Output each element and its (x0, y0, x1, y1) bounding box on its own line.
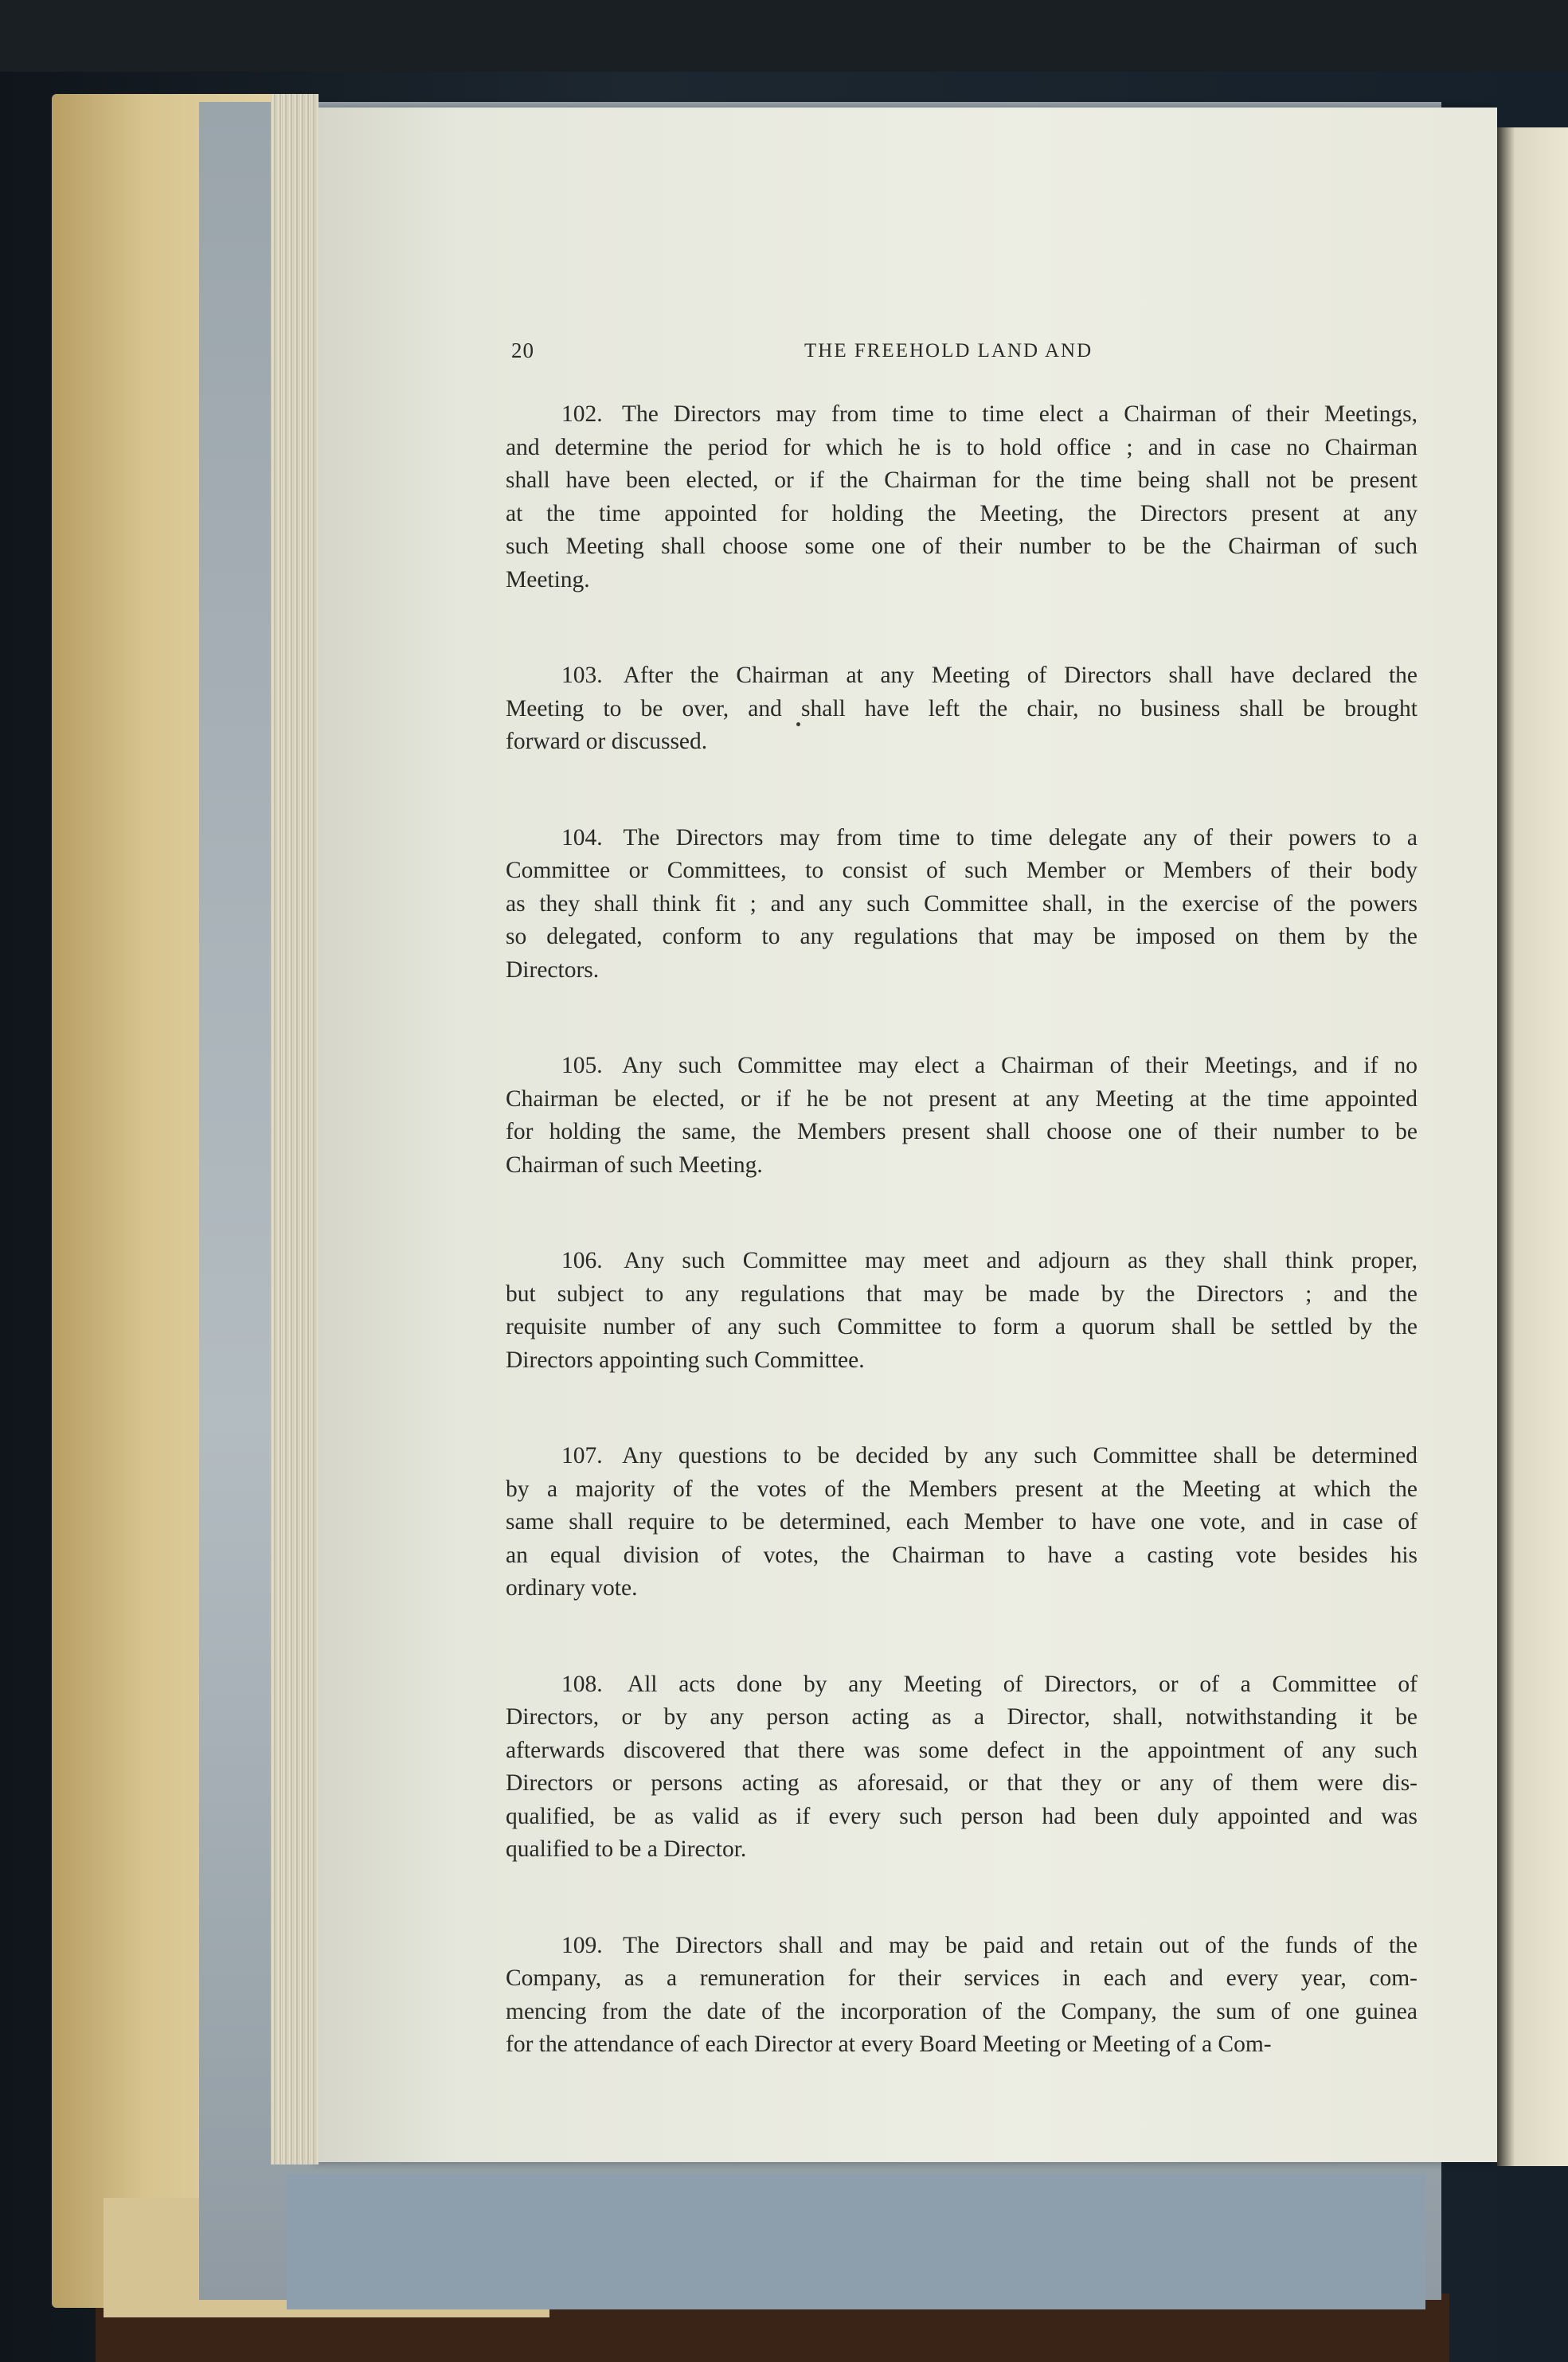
text-line (506, 1539, 1417, 1573)
text-line (506, 398, 1417, 432)
line-text: requisite number of any such Committee to form a quorum shall be settled by the (506, 1314, 1417, 1339)
text-line (506, 921, 1417, 954)
page-number: 20 (511, 338, 534, 362)
line-text: at the time appointed for holding the Meeting, the Directors present at any (506, 500, 1417, 526)
line-text: The Directors shall and may be paid and retain out of the funds of the (623, 1932, 1417, 1958)
text-line (506, 1962, 1417, 1996)
text-line (506, 888, 1417, 921)
text-line (506, 1801, 1417, 1834)
text-line (506, 1668, 1417, 1702)
text-line (506, 1833, 1417, 1867)
text-line (506, 1311, 1417, 1344)
line-text: and determine the period for which he is to hold office ; and in case no Chairman (506, 434, 1417, 460)
page-stack-edges (271, 94, 319, 2165)
text-line (506, 464, 1417, 498)
text-line (506, 1344, 1417, 1378)
text-line (506, 822, 1417, 855)
text-line (506, 693, 1417, 726)
paragraph-103 (506, 659, 1417, 759)
text-line (506, 1083, 1417, 1116)
paragraph-number: 107. (561, 1443, 603, 1468)
text-line (506, 1572, 1417, 1605)
line-text: forward or discussed. (506, 729, 708, 754)
text-line (506, 1734, 1417, 1768)
text-line (506, 725, 1417, 759)
line-text: Committee or Committees, to consist of such Member or Members of their body (506, 858, 1417, 883)
text-line (506, 1701, 1417, 1734)
line-text: but subject to any regulations that may be made by the Directors ; and the (506, 1281, 1417, 1307)
line-text: All acts done by any Meeting of Directors, or of a Committee of (627, 1671, 1417, 1697)
paragraph-104 (506, 822, 1417, 987)
text-line (506, 564, 1417, 597)
line-text: Meeting. (506, 566, 590, 592)
paragraph-number: 104. (561, 824, 603, 851)
text-line (506, 954, 1417, 987)
text-line (506, 1116, 1417, 1149)
text-line (506, 1506, 1417, 1539)
text-line (506, 2028, 1417, 2062)
line-text: ordinary vote. (506, 1575, 638, 1601)
line-text: Directors appointing such Committee. (506, 1347, 865, 1373)
line-text: an equal division of votes, the Chairman to have a casting vote besides his (506, 1542, 1417, 1568)
line-text: qualified to be a Director. (506, 1836, 747, 1862)
line-text: Any such Committee may elect a Chairman of their Meetings, and if no (622, 1053, 1417, 1078)
line-text: Any such Committee may meet and adjourn as they shall think proper, (624, 1248, 1418, 1273)
line-text: Directors or persons acting as aforesaid, or that they or any of them were dis- (506, 1770, 1417, 1796)
paragraph-108 (506, 1668, 1417, 1867)
paragraph-109 (506, 1930, 1417, 2062)
line-text: The Directors may from time to time delegate any of their powers to a (623, 824, 1417, 851)
line-text: Company, as a remuneration for their services in each and every year, com- (506, 1965, 1417, 1991)
text-line (506, 1767, 1417, 1801)
line-text: by a majority of the votes of the Members present at the Meeting at which the (506, 1476, 1417, 1502)
text-line (506, 1440, 1417, 1473)
text-line (506, 530, 1417, 564)
text-line (506, 1050, 1417, 1083)
line-text: Chairman be elected, or if he be not present at any Meeting at the time appointed (506, 1085, 1417, 1112)
line-text: Directors. (506, 956, 600, 983)
line-text: The Directors may from time to time elect a Chairman of their Meetings, (621, 401, 1418, 427)
running-head: THE FREEHOLD LAND AND (804, 340, 1093, 362)
paragraph-106 (506, 1245, 1417, 1377)
line-text: Directors, or by any person acting as a Director, shall, notwithstanding it be (506, 1704, 1417, 1730)
text-line (506, 1473, 1417, 1507)
line-text: for holding the same, the Members present shall choose one of their number to be (506, 1119, 1417, 1144)
text-line (506, 498, 1417, 531)
line-text: Any questions to be decided by any such Committee shall be determined (622, 1443, 1417, 1468)
line-text: same shall require to be determined, each Member to have one vote, and in case of (506, 1509, 1417, 1535)
text-line (506, 659, 1417, 693)
facing-page-edge (1497, 127, 1568, 2166)
line-text: qualified, be as valid as if every such person had been duly appointed and was (506, 1803, 1417, 1829)
paragraph-102 (506, 398, 1417, 596)
text-line (506, 1278, 1417, 1312)
ink-speck (796, 722, 800, 726)
paragraph-number: 108. (561, 1671, 603, 1697)
paragraph-number: 109. (561, 1932, 603, 1958)
line-text: After the Chairman at any Meeting of Directors shall have declared the (623, 663, 1417, 688)
line-text: such Meeting shall choose some one of their number to be the Chairman of such (506, 534, 1417, 559)
line-text: for the attendance of each Director at every Board Meeting or Meeting of a Com- (506, 2032, 1272, 2057)
text-line (506, 1149, 1417, 1183)
text-line (506, 432, 1417, 465)
line-text: as they shall think fit ; and any such Committee shall, in the exercise of the powers (506, 890, 1417, 917)
loose-paper-blue (287, 2174, 1425, 2309)
line-text: Chairman of such Meeting. (506, 1152, 763, 1178)
line-text: shall have been elected, or if the Chairman for the time being shall not be present (506, 467, 1417, 493)
paragraph-105 (506, 1050, 1417, 1182)
paragraph-number: 106. (561, 1248, 603, 1273)
paragraph-107 (506, 1440, 1417, 1605)
paragraph-number: 105. (561, 1053, 603, 1078)
line-text: afterwards discovered that there was some defect in the appointment of any such (506, 1737, 1417, 1763)
line-text: so delegated, conform to any regulations that may be imposed on them by the (506, 924, 1417, 949)
body-text (506, 398, 1417, 2125)
text-line (506, 1996, 1417, 2029)
paragraph-number: 102. (561, 401, 603, 427)
paragraph-number: 103. (561, 663, 603, 688)
line-text: Meeting to be over, and shall have left the chair, no business shall be brought (506, 695, 1417, 722)
line-text: mencing from the date of the incorporation of the Company, the sum of one guinea (506, 1998, 1417, 2024)
text-line (506, 1930, 1417, 1963)
text-line (506, 854, 1417, 888)
text-line (506, 1245, 1417, 1278)
